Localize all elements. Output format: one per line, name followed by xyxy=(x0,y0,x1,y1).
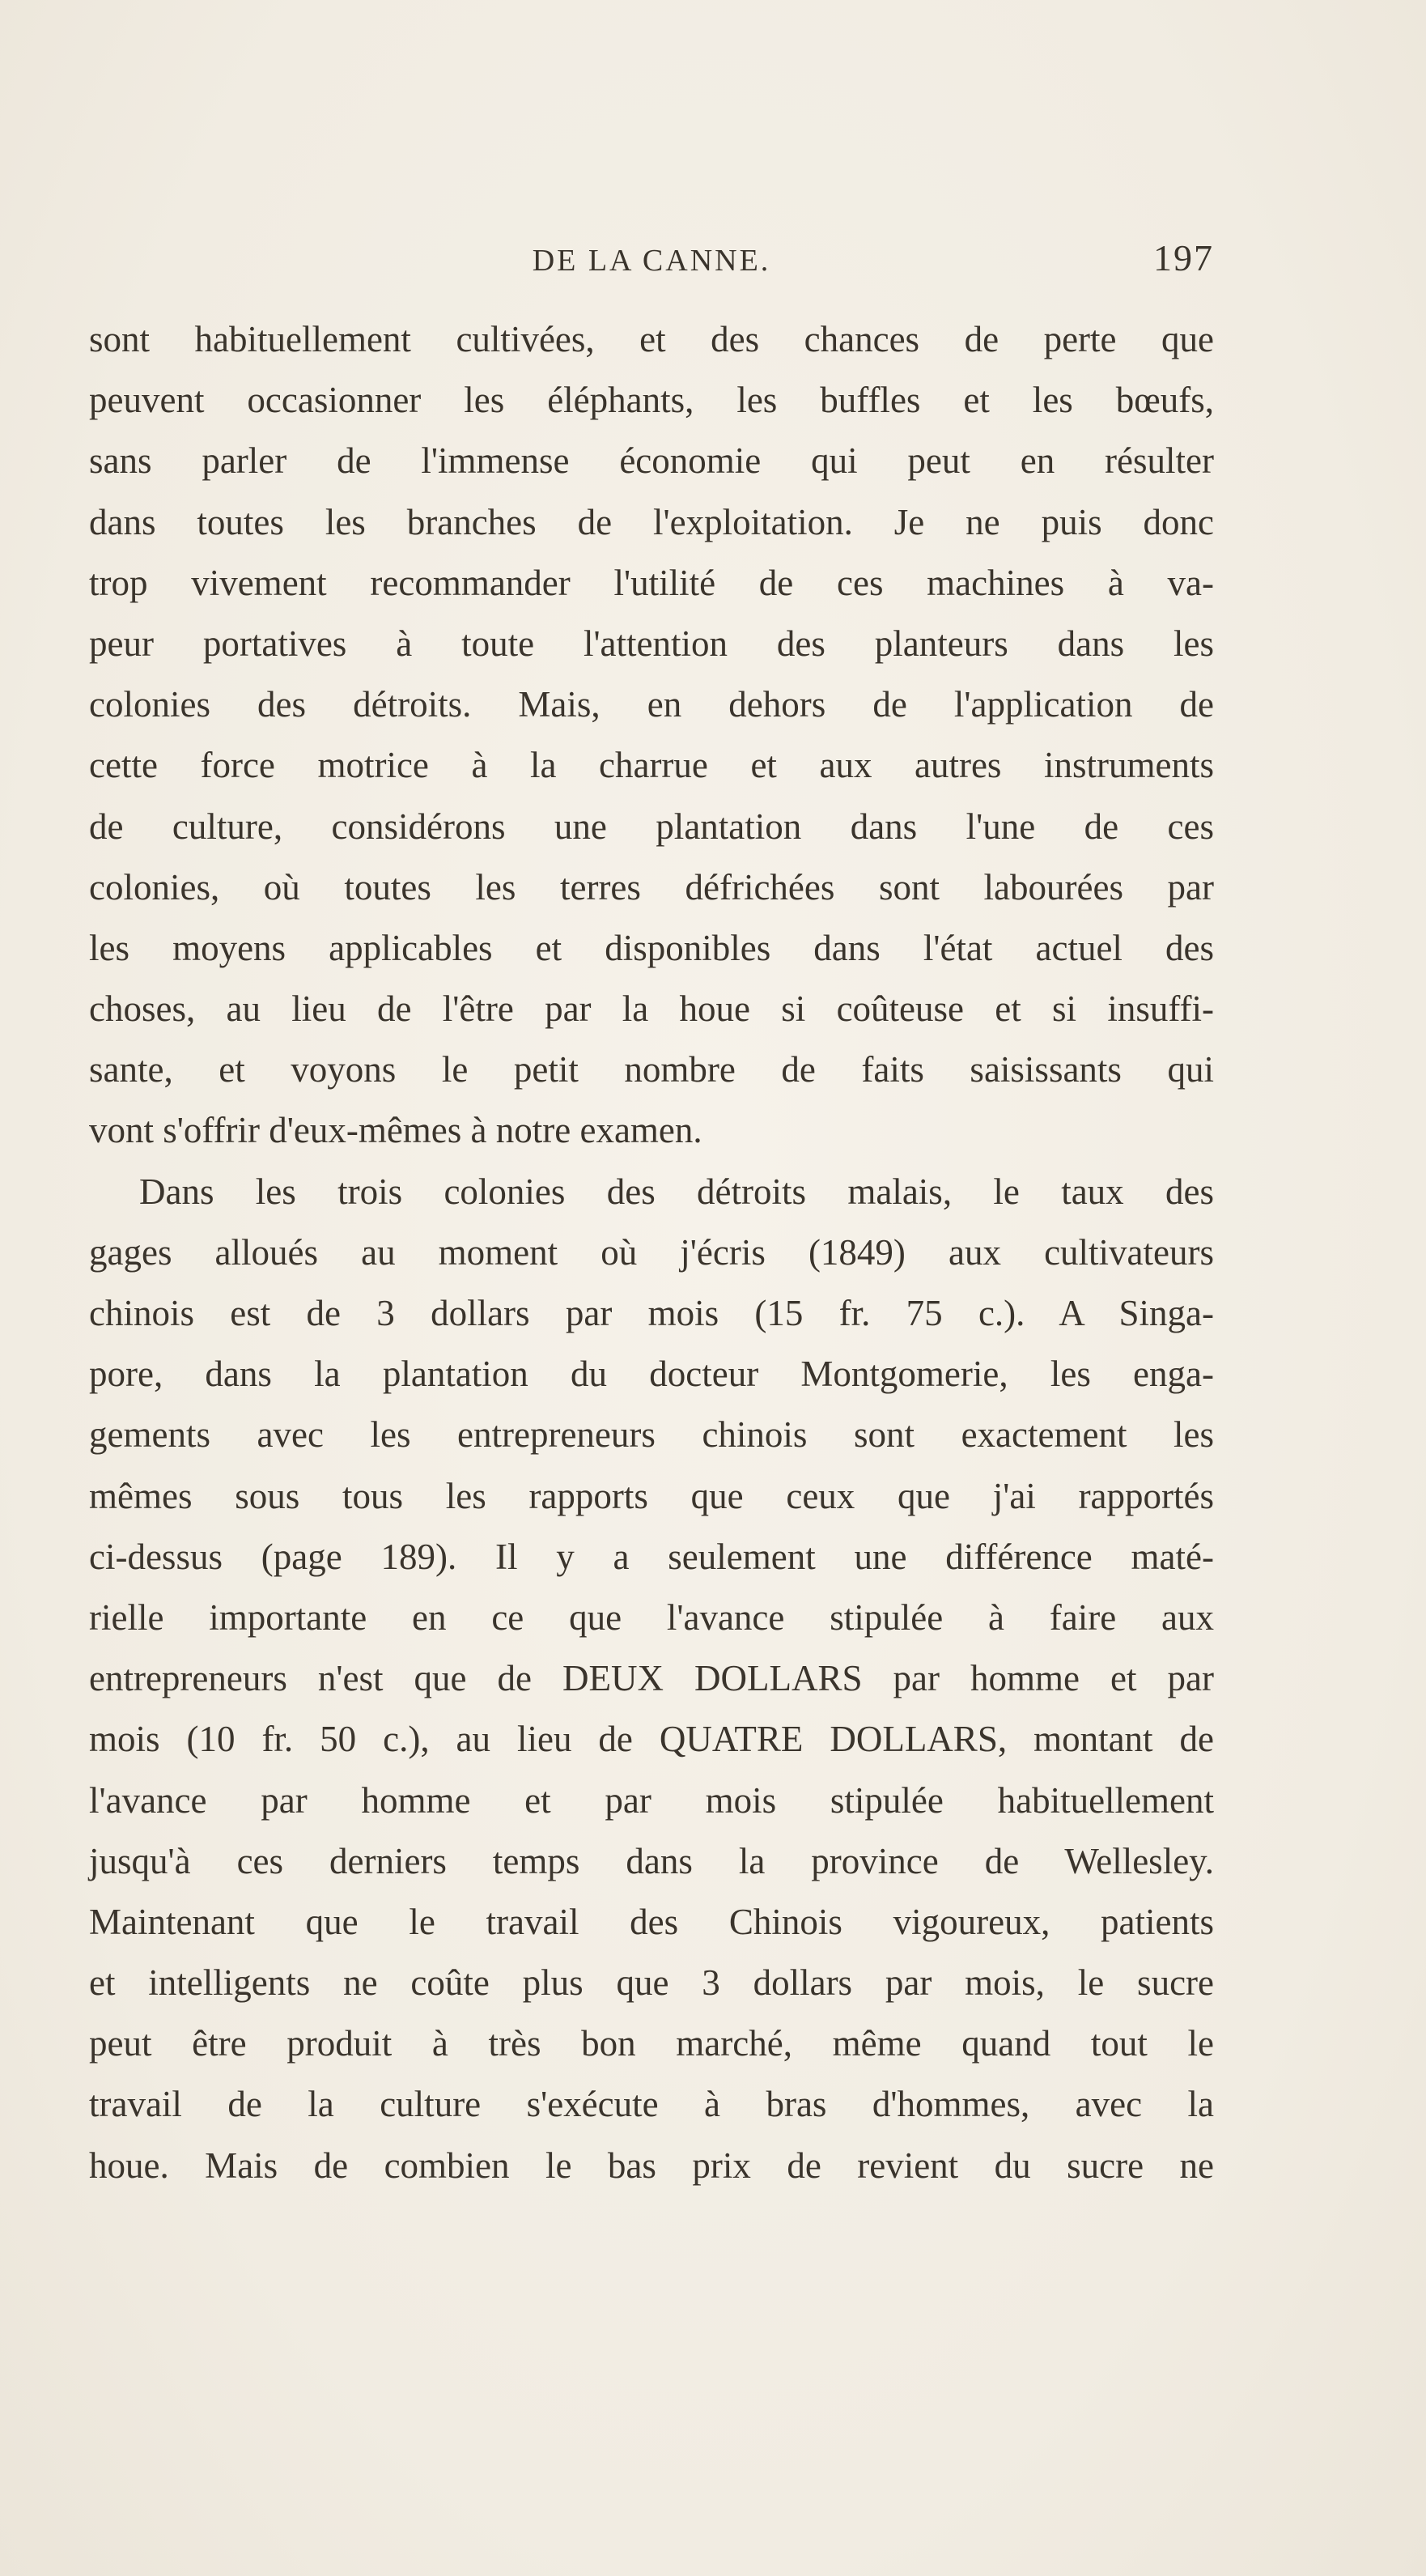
text-line: gages alloués au moment où j'écris (1849) aux cultivateurs xyxy=(89,1231,1214,1273)
paragraph-end-line: vont s'offrir d'eux-mêmes à notre examen. xyxy=(89,1110,702,1151)
text-line: mois (10 fr. 50 c.), au lieu de QUATRE DOLLARS, montant de xyxy=(89,1719,1214,1760)
text-line: trop vivement recommander l'utilité de ces machines à va- xyxy=(89,562,1214,603)
text-line: pore, dans la plantation du docteur Montgomerie, les enga- xyxy=(89,1354,1214,1395)
text-line: Maintenant que le travail des Chinois vigoureux, patients xyxy=(89,1901,1214,1942)
text-line: mêmes sous tous les rapports que ceux que j'ai rapportés xyxy=(89,1475,1214,1516)
text-line: houe. Mais de combien le bas prix de revient du sucre ne xyxy=(89,2145,1214,2186)
text-line: l'avance par homme et par mois stipulée habituellement xyxy=(89,1779,1214,1821)
text-line: entrepreneurs n'est que de DEUX DOLLARS par homme et par xyxy=(89,1658,1214,1699)
text-line: et intelligents ne coûte plus que 3 dollars par mois, le sucre xyxy=(89,1962,1214,2004)
text-line: travail de la culture s'exécute à bras d'hommes, avec la xyxy=(89,2084,1214,2125)
paragraph-start-line: Dans les trois colonies des détroits malais, le taux des xyxy=(139,1171,1214,1212)
text-line: les moyens applicables et disponibles dans l'état actuel des xyxy=(89,927,1214,968)
text-line: de culture, considérons une plantation dans l'une de ces xyxy=(89,806,1214,847)
text-line: peut être produit à très bon marché, même quand tout le xyxy=(89,2023,1214,2064)
text-line: colonies, où toutes les terres défrichées sont labourées par xyxy=(89,866,1214,908)
text-line: gements avec les entrepreneurs chinois sont exactement les xyxy=(89,1414,1214,1456)
text-line: sans parler de l'immense économie qui peut en résulter xyxy=(89,440,1214,482)
text-line: peur portatives à toute l'attention des planteurs dans les xyxy=(89,623,1214,664)
text-line: ci-dessus (page 189). Il y a seulement une différence maté- xyxy=(89,1536,1214,1577)
text-line: dans toutes les branches de l'exploitation. Je ne puis donc xyxy=(89,501,1214,542)
text-line: peuvent occasionner les éléphants, les buffles et les bœufs, xyxy=(89,380,1214,421)
text-line: rielle importante en ce que l'avance stipulée à faire aux xyxy=(89,1596,1214,1638)
running-title: DE LA CANNE. xyxy=(532,244,771,278)
text-line: jusqu'à ces derniers temps dans la province de Wellesley. xyxy=(89,1840,1214,1881)
body-text xyxy=(89,309,1214,2196)
text-line: sante, et voyons le petit nombre de faits saisissants qui xyxy=(89,1049,1214,1090)
page-number: 197 xyxy=(1153,237,1214,278)
text-line: sont habituellement cultivées, et des chances de perte que xyxy=(89,319,1214,359)
running-head xyxy=(89,237,1214,291)
text-line: choses, au lieu de l'être par la houe si coûteuse et si insuffi- xyxy=(89,988,1214,1030)
text-line: cette force motrice à la charrue et aux autres instruments xyxy=(89,745,1214,786)
text-line: chinois est de 3 dollars par mois (15 fr. 75 c.). A Singa- xyxy=(89,1293,1214,1333)
text-line: colonies des détroits. Mais, en dehors de l'application de xyxy=(89,684,1214,725)
